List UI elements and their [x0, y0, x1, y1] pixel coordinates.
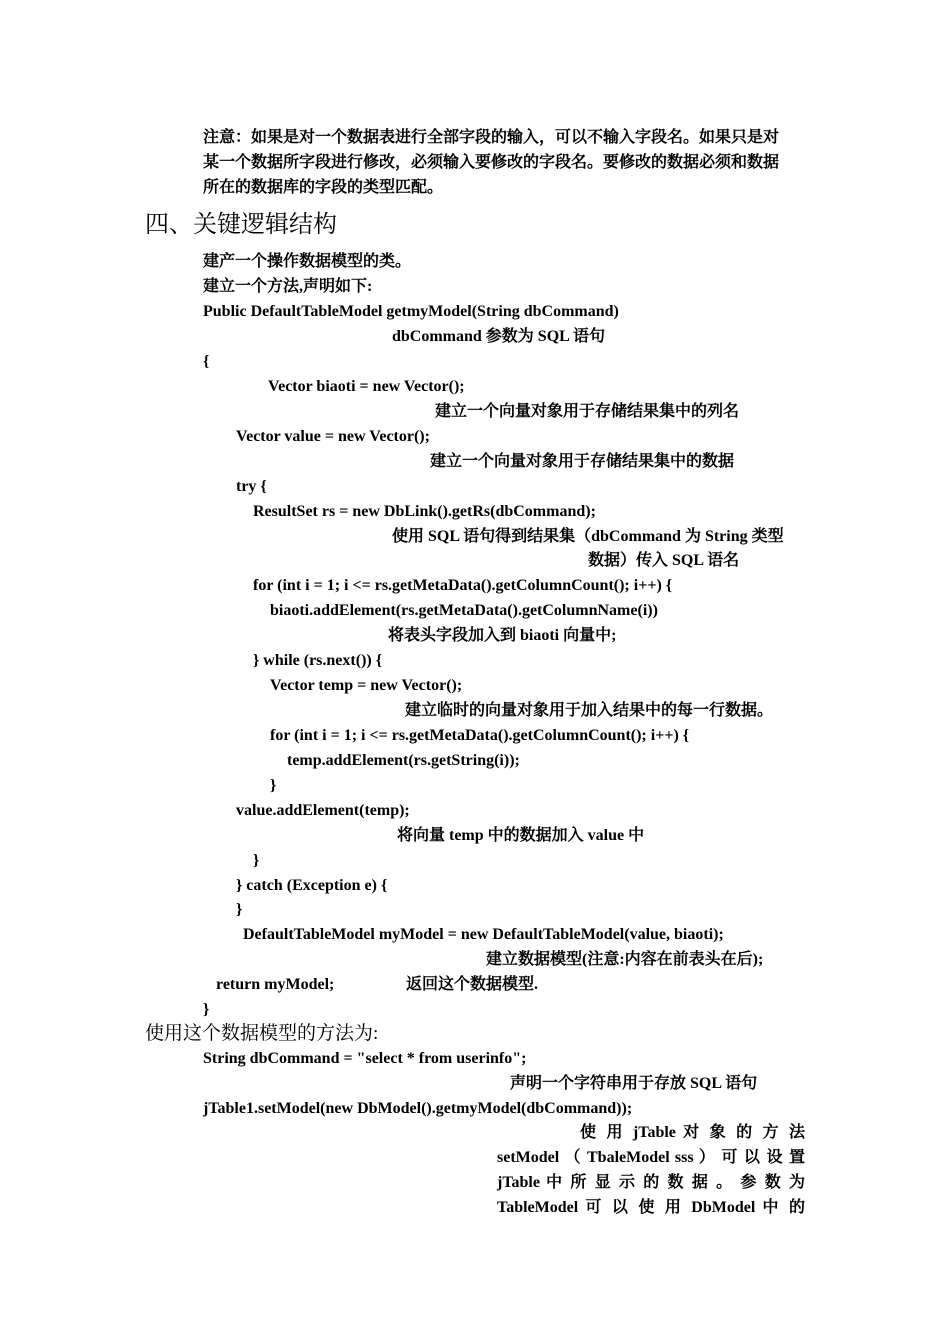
comment-line: 数据）传入 SQL 语名: [588, 552, 740, 569]
code-line: String dbCommand = "select * from userinfo";: [203, 1050, 527, 1067]
comment-line: 建立数据模型(注意:内容在前表头在后);: [486, 951, 764, 968]
code-line: ResultSet rs = new DbLink().getRs(dbCommand);: [253, 503, 596, 520]
code-line: Vector biaoti = new Vector();: [268, 378, 465, 395]
code-line: jTable1.setModel(new DbModel().getmyModel(dbCommand));: [203, 1100, 633, 1117]
description-line-2: setModel （ TbaleModel sss ） 可 以 设 置: [497, 1149, 805, 1166]
text-line: 建产一个操作数据模型的类。: [203, 253, 412, 270]
code-line: }: [203, 1001, 210, 1018]
comment-line: 返回这个数据模型.: [406, 976, 539, 993]
code-line: temp.addElement(rs.getString(i));: [287, 752, 520, 769]
comment-line: dbCommand 参数为 SQL 语句: [392, 328, 605, 345]
description-line-4: TableModel 可 以 使 用 DbModel 中 的: [497, 1199, 805, 1216]
note-line-3: 所在的数据库的字段的类型匹配。: [203, 179, 444, 196]
code-line: try {: [236, 478, 267, 495]
code-line: value.addElement(temp);: [236, 802, 410, 819]
code-line: return myModel;: [216, 976, 335, 993]
code-line: DefaultTableModel myModel = new DefaultTableModel(value, biaoti);: [243, 926, 724, 943]
comment-line: 将向量 temp 中的数据加入 value 中: [397, 827, 645, 844]
comment-line: 建立一个向量对象用于存储结果集中的数据: [430, 453, 735, 470]
code-line: } while (rs.next()) {: [253, 652, 383, 669]
code-line: }: [236, 901, 243, 918]
code-line: for (int i = 1; i <= rs.getMetaData().getColumnCount(); i++) {: [253, 577, 673, 594]
code-line: biaoti.addElement(rs.getMetaData().getColumnName(i)): [270, 602, 658, 619]
note-line-2: 某一个数据所字段进行修改，必须输入要修改的字段名。要修改的数据必须和数据: [203, 154, 780, 171]
code-line: Vector temp = new Vector();: [270, 677, 463, 694]
code-line: } catch (Exception e) {: [236, 877, 388, 894]
code-line: {: [203, 353, 210, 370]
comment-line: 将表头字段加入到 biaoti 向量中;: [388, 627, 617, 644]
text-line: 建立一个方法,声明如下:: [203, 278, 373, 295]
comment-line: 声明一个字符串用于存放 SQL 语句: [510, 1075, 758, 1092]
comment-line: 建立临时的向量对象用于加入结果中的每一行数据。: [405, 702, 774, 719]
code-line: for (int i = 1; i <= rs.getMetaData().getColumnCount(); i++) {: [270, 727, 690, 744]
code-line: }: [253, 852, 260, 869]
code-line: Vector value = new Vector();: [236, 428, 430, 445]
code-line: Public DefaultTableModel getmyModel(String dbCommand): [203, 303, 619, 320]
note-line-1: 注意：如果是对一个数据表进行全部字段的输入，可以不输入字段名。如果只是对: [203, 129, 780, 146]
comment-line: 使用 SQL 语句得到结果集（dbCommand 为 String 类型: [392, 528, 784, 545]
usage-heading: 使用这个数据模型的方法为:: [145, 1023, 379, 1044]
section-heading: 四、关键逻辑结构: [145, 212, 337, 238]
description-line-3: jTable 中 所 显 示 的 数 据 。 参 数 为: [497, 1174, 805, 1191]
code-line: }: [270, 777, 277, 794]
comment-line: 建立一个向量对象用于存储结果集中的列名: [435, 403, 740, 420]
description-line-1: 使 用 jTable 对 象 的 方 法: [580, 1124, 805, 1141]
